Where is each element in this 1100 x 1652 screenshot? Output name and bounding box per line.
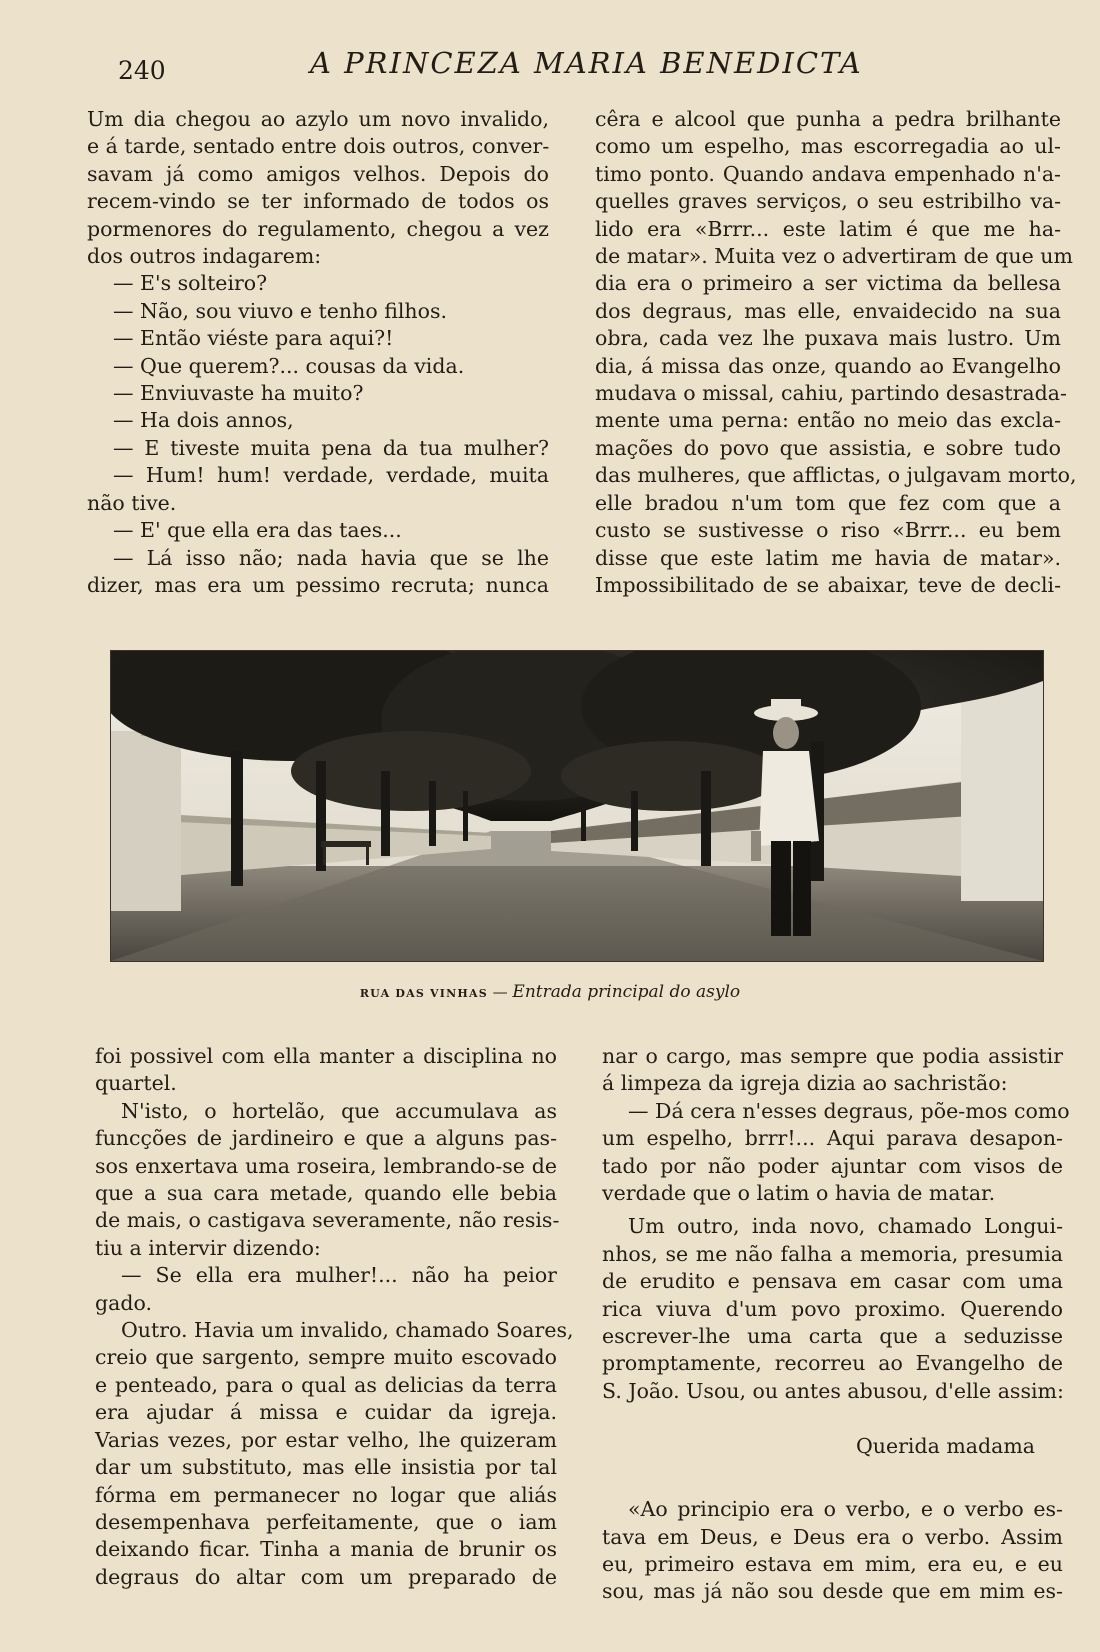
text-line: mudava o missal, cahiu, partindo desastrada-	[595, 381, 1067, 406]
text-column-top-left	[87, 106, 549, 599]
photo-caption	[0, 982, 1100, 1002]
text-line: — Não, sou viuvo e tenho filhos.	[113, 298, 448, 323]
text-line: Outro. Havia um invalido, chamado Soares,	[121, 1318, 574, 1343]
text-line: das mulheres, que afflictas, o julgavam morto,	[595, 463, 1077, 488]
running-title: A PRINCEZA MARIA BENEDICTA	[310, 46, 863, 80]
text-line: cêra e alcool que punha a pedra brilhante	[595, 107, 1061, 131]
text-line: que a sua cara metade, quando elle bebia	[95, 1181, 557, 1206]
text-line: fórma em permanecer no logar que aliás	[95, 1482, 557, 1507]
caption-title: Entrada principal do asylo	[512, 982, 741, 1002]
text-line: escrever-lhe uma carta que a seduzisse	[602, 1324, 1063, 1349]
text-line: «Ao principio era o verbo, e o verbo es-	[628, 1497, 1063, 1522]
text-line: verdade que o latim o havia de matar.	[602, 1181, 996, 1206]
text-line: um espelho, brrr!... Aqui parava desapon-	[602, 1126, 1063, 1151]
text-line: lido era «Brrr... este latim é que me ha-	[595, 216, 1061, 241]
text-line: — Então viéste para aqui?!	[113, 326, 394, 351]
blank-line	[602, 1405, 1063, 1432]
text-line: tava em Deus, e Deus era o verbo. Assim	[602, 1524, 1063, 1549]
text-line: — Dá cera n'esses degraus, põe-mos como	[628, 1098, 1070, 1123]
caption-place: RUA DAS VINHAS	[359, 987, 488, 1000]
text-line: N'isto, o hortelão, que accumulava as	[121, 1098, 557, 1123]
text-line: pormenores do regulamento, chegou a vez	[87, 216, 549, 241]
text-column-bottom-right	[602, 1043, 1070, 1606]
text-line: — Lá isso não; nada havia que se lhe	[113, 545, 549, 570]
text-line: promptamente, recorreu ao Evangelho de	[602, 1351, 1063, 1376]
text-line: tiu a intervir dizendo:	[95, 1235, 321, 1260]
text-line: — E' que ella era das taes...	[113, 518, 402, 543]
text-line: dia, á missa das onze, quando ao Evangelho	[595, 353, 1061, 378]
text-line: nar o cargo, mas sempre que podia assistir	[602, 1044, 1063, 1068]
text-line: funcções de jardineiro e que a alguns pas-	[95, 1126, 557, 1151]
text-line: custo se sustivesse o riso «Brrr... eu bem	[595, 518, 1061, 543]
text-line: e penteado, para o qual as delicias da terra	[95, 1372, 557, 1397]
text-line: de matar». Muita vez o advertiram de que um	[595, 244, 1073, 269]
letter-salutation: Querida madama	[855, 1433, 1035, 1458]
text-line: recem-vindo se ter informado de todos os	[87, 189, 549, 214]
text-line: de mais, o castigava severamente, não resis-	[95, 1208, 560, 1233]
text-line: eu, primeiro estava em mim, era eu, e eu	[602, 1551, 1063, 1576]
caption-dash: —	[487, 983, 513, 1001]
text-line: mações do povo que assistia, e sobre tudo	[595, 435, 1061, 460]
page-header	[0, 44, 1100, 94]
text-column-top-right	[595, 106, 1077, 599]
text-line: foi possivel com ella manter a disciplina no	[95, 1044, 557, 1068]
text-line: Impossibilitado de se abaixar, teve de decli-	[595, 572, 1061, 597]
text-line: era ajudar á missa e cuidar da igreja.	[95, 1400, 557, 1425]
text-line: savam já como amigos velhos. Depois do	[87, 161, 549, 186]
text-line: nhos, se me não falha a memoria, presumia	[602, 1241, 1063, 1266]
text-line: disse que este latim me havia de matar».	[595, 545, 1061, 570]
text-line: Um outro, inda novo, chamado Longui-	[628, 1214, 1063, 1239]
blank-line	[602, 1460, 1063, 1496]
text-line: — Enviuvaste ha muito?	[113, 381, 364, 406]
text-line: dar um substituto, mas elle insistia por tal	[95, 1455, 557, 1480]
text-line: — E's solteiro?	[113, 271, 268, 296]
text-line: S. João. Usou, ou antes abusou, d'elle assim:	[602, 1378, 1064, 1403]
photograph-avenue	[110, 650, 1044, 962]
text-line: obra, cada vez lhe puxava mais lustro. Um	[595, 326, 1061, 351]
text-line: — Hum! hum! verdade, verdade, muita	[113, 463, 549, 488]
text-line: dos outros indagarem:	[87, 244, 322, 269]
text-line: não tive.	[87, 490, 177, 515]
text-line: — Que querem?... cousas da vida.	[113, 353, 465, 378]
text-line: de erudito e pensava em casar com uma	[602, 1269, 1063, 1294]
text-line: sou, mas já não sou desde que em mim es-	[602, 1579, 1063, 1604]
text-line: rica viuva d'um povo proximo. Querendo	[602, 1296, 1063, 1321]
text-column-bottom-left	[95, 1043, 574, 1591]
text-line: dia era o primeiro a ser victima da bellesa	[595, 271, 1061, 296]
text-line: mente uma perna: então no meio das excla-	[595, 408, 1061, 433]
text-line: deixando ficar. Tinha a mania de brunir os	[95, 1537, 557, 1562]
text-line: dizer, mas era um pessimo recruta; nunca	[87, 572, 549, 597]
text-line: desempenhava perfeitamente, que o iam	[95, 1509, 557, 1534]
text-line: creio que sargento, sempre muito escovado	[95, 1345, 557, 1370]
text-line: — E tiveste muita pena da tua mulher?	[113, 435, 549, 460]
page-number: 240	[118, 56, 166, 85]
text-line: elle bradou n'um tom que fez com que a	[595, 490, 1061, 515]
text-line: quelles graves serviços, o seu estribilho va-	[595, 189, 1061, 214]
text-line: dos degraus, mas elle, envaidecido na sua	[595, 298, 1061, 323]
text-line: — Ha dois annos,	[113, 408, 294, 433]
text-line: tado por não poder ajuntar com visos de	[602, 1153, 1063, 1178]
text-line: Um dia chegou ao azylo um novo invalido,	[87, 107, 549, 131]
text-line: gado.	[95, 1290, 152, 1315]
text-line: quartel.	[95, 1071, 177, 1096]
text-line: degraus do altar com um preparado de	[95, 1564, 557, 1589]
text-line: — Se ella era mulher!... não ha peior	[121, 1263, 557, 1288]
text-line: como um espelho, mas escorregadia ao ul-	[595, 134, 1061, 159]
text-line: sos enxertava uma roseira, lembrando-se de	[95, 1153, 557, 1178]
text-line: e á tarde, sentado entre dois outros, conver-	[87, 134, 550, 159]
text-line: á limpeza da igreja dizia ao sachristão:	[602, 1071, 1008, 1096]
text-line: timo ponto. Quando andava empenhado n'a-	[595, 161, 1061, 186]
text-line: Varias vezes, por estar velho, lhe quizeram	[95, 1427, 557, 1452]
